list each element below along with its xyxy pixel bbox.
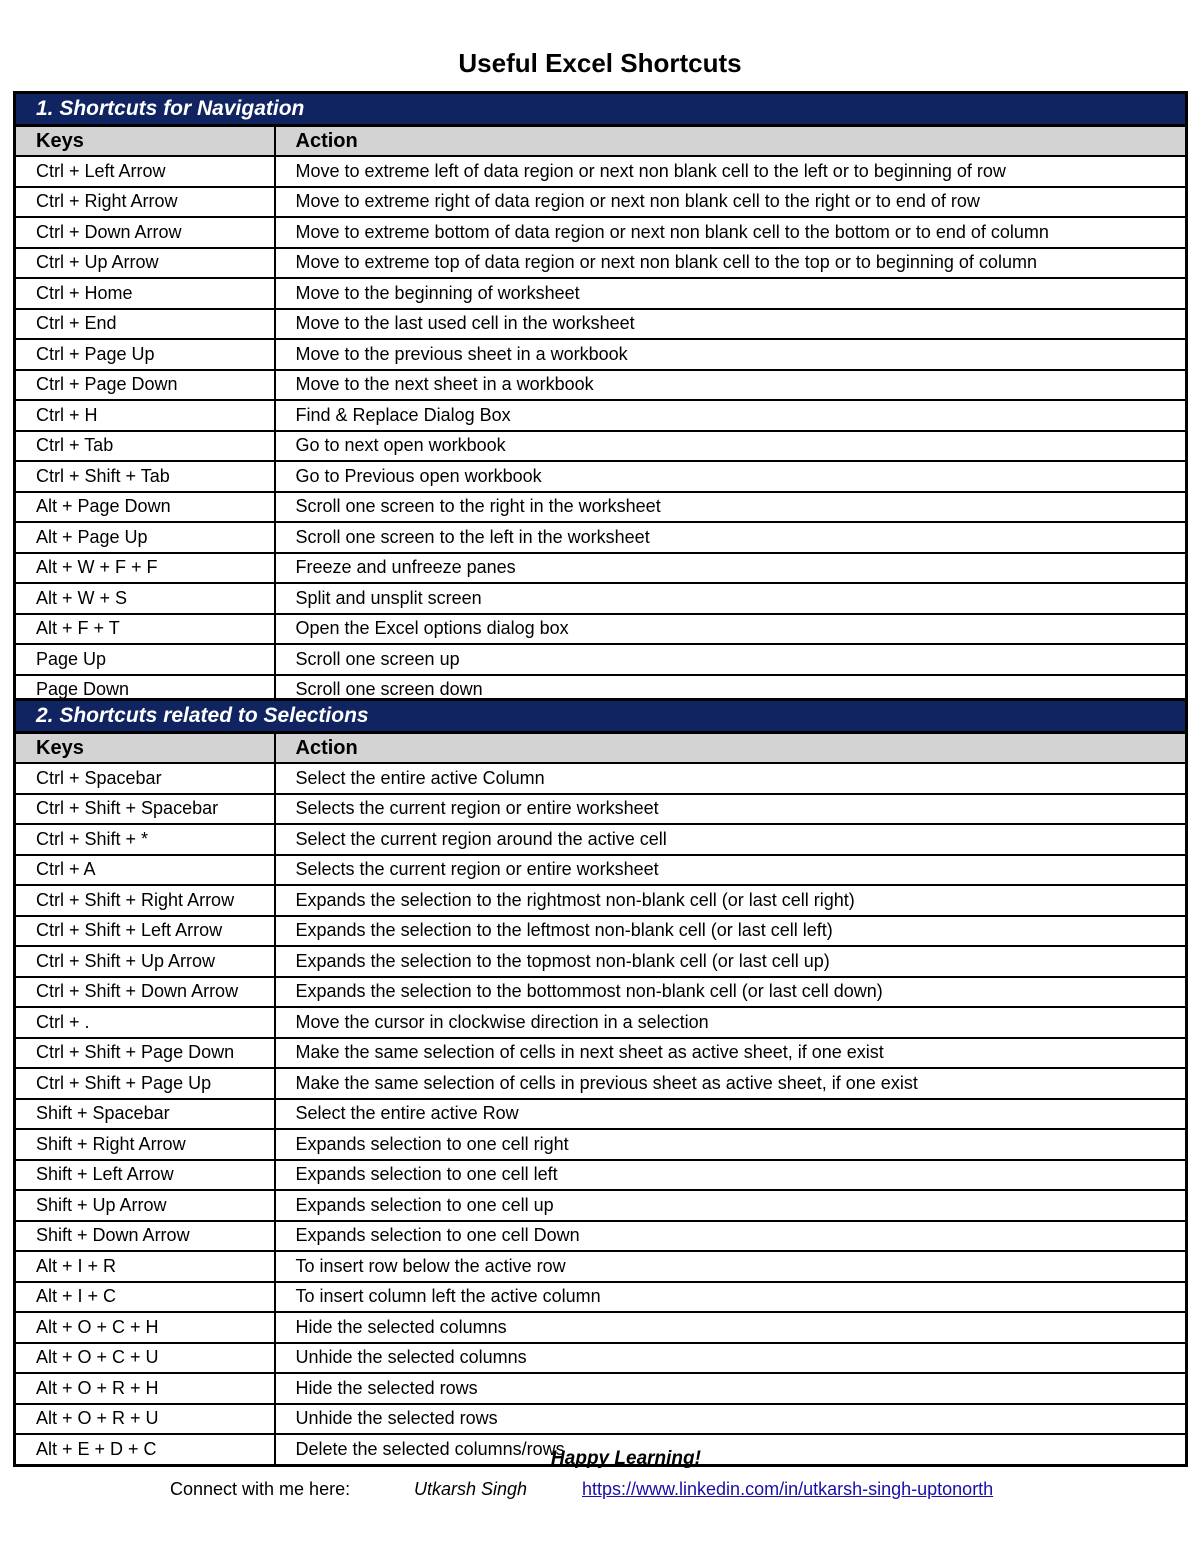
shortcut-keys-cell: Ctrl + Shift + Right Arrow (15, 885, 275, 916)
table-row (15, 187, 1187, 218)
shortcut-action-cell: Move to extreme left of data region or next non blank cell to the left or to beginning of row (275, 156, 1187, 187)
shortcut-action-cell: Hide the selected rows (275, 1373, 1187, 1404)
shortcut-action-cell: Scroll one screen down (275, 675, 1187, 706)
shortcut-keys-cell: Shift + Spacebar (15, 1099, 275, 1130)
shortcut-keys-cell: Alt + I + R (15, 1251, 275, 1282)
action-column-header: Action (275, 733, 1187, 764)
shortcut-keys-cell: Ctrl + Shift + Down Arrow (15, 977, 275, 1008)
section-heading: 2. Shortcuts related to Selections (15, 700, 1187, 733)
table-row (15, 855, 1187, 886)
shortcut-keys-cell: Ctrl + Up Arrow (15, 248, 275, 279)
table-row (15, 614, 1187, 645)
shortcut-action-cell: Select the current region around the active cell (275, 824, 1187, 855)
table-row (15, 370, 1187, 401)
shortcut-keys-cell: Alt + I + C (15, 1282, 275, 1313)
shortcut-action-cell: Delete the selected columns/rows (275, 1434, 1187, 1465)
shortcut-keys-cell: Page Up (15, 644, 275, 675)
shortcut-keys-cell: Ctrl + End (15, 309, 275, 340)
shortcut-keys-cell: Ctrl + Tab (15, 431, 275, 462)
selection-shortcuts-table (13, 698, 1188, 1467)
shortcut-action-cell: Scroll one screen up (275, 644, 1187, 675)
shortcut-action-cell: Expands selection to one cell right (275, 1129, 1187, 1160)
shortcut-keys-cell: Ctrl + Shift + Left Arrow (15, 916, 275, 947)
table-row (15, 1007, 1187, 1038)
navigation-shortcuts-table (13, 91, 1188, 707)
table-row (15, 1099, 1187, 1130)
page-title: Useful Excel Shortcuts (458, 48, 742, 78)
shortcut-action-cell: Open the Excel options dialog box (275, 614, 1187, 645)
shortcut-keys-cell: Alt + E + D + C (15, 1434, 275, 1465)
shortcut-keys-cell: Ctrl + Shift + Spacebar (15, 794, 275, 825)
shortcut-action-cell: Select the entire active Column (275, 763, 1187, 794)
shortcut-action-cell: Find & Replace Dialog Box (275, 400, 1187, 431)
shortcut-action-cell: Move to extreme top of data region or next non blank cell to the top or to beginning of column (275, 248, 1187, 279)
shortcut-action-cell: Selects the current region or entire worksheet (275, 855, 1187, 886)
shortcut-action-cell: Go to Previous open workbook (275, 461, 1187, 492)
shortcut-keys-cell: Ctrl + Shift + Page Up (15, 1068, 275, 1099)
shortcut-action-cell: Unhide the selected rows (275, 1404, 1187, 1435)
shortcut-action-cell: Expands selection to one cell Down (275, 1221, 1187, 1252)
table-header-row (15, 733, 1187, 764)
shortcut-action-cell: To insert row below the active row (275, 1251, 1187, 1282)
shortcut-action-cell: Expands the selection to the rightmost non-blank cell (or last cell right) (275, 885, 1187, 916)
table-row (15, 916, 1187, 947)
shortcut-keys-cell: Ctrl + Shift + Page Down (15, 1038, 275, 1069)
shortcut-action-cell: Go to next open workbook (275, 431, 1187, 462)
shortcut-keys-cell: Alt + W + F + F (15, 553, 275, 584)
shortcut-keys-cell: Page Down (15, 675, 275, 706)
shortcut-action-cell: Move to the previous sheet in a workbook (275, 339, 1187, 370)
shortcut-keys-cell: Ctrl + Shift + * (15, 824, 275, 855)
shortcut-keys-cell: Ctrl + . (15, 1007, 275, 1038)
shortcut-action-cell: Expands the selection to the leftmost non-blank cell (or last cell left) (275, 916, 1187, 947)
table-row (15, 1343, 1187, 1374)
section-heading-row (15, 93, 1187, 126)
table-row (15, 1221, 1187, 1252)
author-name: Utkarsh Singh (414, 1479, 528, 1499)
table-row (15, 1312, 1187, 1343)
table-row (15, 1404, 1187, 1435)
table-row (15, 644, 1187, 675)
shortcut-action-cell: Scroll one screen to the left in the worksheet (275, 522, 1187, 553)
shortcut-action-cell: Selects the current region or entire worksheet (275, 794, 1187, 825)
table-row (15, 248, 1187, 279)
shortcut-action-cell: Expands selection to one cell up (275, 1190, 1187, 1221)
table-row (15, 1129, 1187, 1160)
shortcut-keys-cell: Alt + O + C + U (15, 1343, 275, 1374)
shortcut-keys-cell: Shift + Down Arrow (15, 1221, 275, 1252)
shortcut-action-cell: Expands selection to one cell left (275, 1160, 1187, 1191)
shortcut-action-cell: Move to the next sheet in a workbook (275, 370, 1187, 401)
table-row (15, 763, 1187, 794)
shortcut-keys-cell: Alt + F + T (15, 614, 275, 645)
shortcut-keys-cell: Ctrl + A (15, 855, 275, 886)
shortcut-keys-cell: Shift + Left Arrow (15, 1160, 275, 1191)
shortcut-keys-cell: Ctrl + Page Down (15, 370, 275, 401)
table-row (15, 400, 1187, 431)
shortcut-action-cell: Unhide the selected columns (275, 1343, 1187, 1374)
table-row (15, 1160, 1187, 1191)
shortcut-keys-cell: Ctrl + Page Up (15, 339, 275, 370)
table-row (15, 278, 1187, 309)
shortcut-keys-cell: Alt + Page Down (15, 492, 275, 523)
shortcut-action-cell: Select the entire active Row (275, 1099, 1187, 1130)
shortcut-keys-cell: Alt + O + R + H (15, 1373, 275, 1404)
keys-column-header: Keys (15, 126, 275, 157)
table-row (15, 309, 1187, 340)
shortcut-keys-cell: Alt + O + R + U (15, 1404, 275, 1435)
shortcut-action-cell: Make the same selection of cells in next sheet as active sheet, if one exist (275, 1038, 1187, 1069)
shortcut-action-cell: Expands the selection to the bottommost non-blank cell (or last cell down) (275, 977, 1187, 1008)
table-row (15, 885, 1187, 916)
shortcut-keys-cell: Ctrl + Shift + Tab (15, 461, 275, 492)
shortcut-action-cell: Hide the selected columns (275, 1312, 1187, 1343)
table-row (15, 583, 1187, 614)
table-row (15, 824, 1187, 855)
table-header-row (15, 126, 1187, 157)
shortcut-action-cell: Freeze and unfreeze panes (275, 553, 1187, 584)
shortcut-keys-cell: Ctrl + Shift + Up Arrow (15, 946, 275, 977)
table-row (15, 217, 1187, 248)
shortcut-keys-cell: Shift + Right Arrow (15, 1129, 275, 1160)
table-row (15, 461, 1187, 492)
shortcut-action-cell: Move to extreme bottom of data region or next non blank cell to the bottom or to end of column (275, 217, 1187, 248)
table-row (15, 946, 1187, 977)
shortcut-keys-cell: Alt + Page Up (15, 522, 275, 553)
shortcut-keys-cell: Ctrl + Right Arrow (15, 187, 275, 218)
table-row (15, 1251, 1187, 1282)
shortcut-keys-cell: Shift + Up Arrow (15, 1190, 275, 1221)
table-row (15, 1373, 1187, 1404)
section-heading-row (15, 700, 1187, 733)
shortcut-action-cell: Move to the last used cell in the worksheet (275, 309, 1187, 340)
shortcut-keys-cell: Ctrl + H (15, 400, 275, 431)
table-row (15, 794, 1187, 825)
happy-learning-text: Happy Learning! (551, 1448, 701, 1469)
shortcut-keys-cell: Alt + O + C + H (15, 1312, 275, 1343)
table-row (15, 1190, 1187, 1221)
action-column-header: Action (275, 126, 1187, 157)
shortcut-keys-cell: Ctrl + Home (15, 278, 275, 309)
table-row (15, 431, 1187, 462)
table-row (15, 339, 1187, 370)
shortcut-action-cell: Split and unsplit screen (275, 583, 1187, 614)
connect-label: Connect with me here: (170, 1479, 351, 1499)
keys-column-header: Keys (15, 733, 275, 764)
shortcut-action-cell: Make the same selection of cells in previous sheet as active sheet, if one exist (275, 1068, 1187, 1099)
table-row (15, 522, 1187, 553)
table-row (15, 156, 1187, 187)
table-row (15, 553, 1187, 584)
shortcut-keys-cell: Alt + W + S (15, 583, 275, 614)
table-row (15, 492, 1187, 523)
shortcut-keys-cell: Ctrl + Spacebar (15, 763, 275, 794)
shortcut-action-cell: Scroll one screen to the right in the worksheet (275, 492, 1187, 523)
shortcut-action-cell: Move to extreme right of data region or next non blank cell to the right or to end of row (275, 187, 1187, 218)
shortcut-action-cell: Expands the selection to the topmost non-blank cell (or last cell up) (275, 946, 1187, 977)
shortcut-keys-cell: Ctrl + Down Arrow (15, 217, 275, 248)
table-row (15, 1038, 1187, 1069)
section-heading: 1. Shortcuts for Navigation (15, 93, 1187, 126)
shortcut-action-cell: Move to the beginning of worksheet (275, 278, 1187, 309)
linkedin-link[interactable]: https://www.linkedin.com/in/utkarsh-singh-uptonorth (582, 1479, 994, 1499)
shortcut-action-cell: Move the cursor in clockwise direction in a selection (275, 1007, 1187, 1038)
shortcut-action-cell: To insert column left the active column (275, 1282, 1187, 1313)
table-row (15, 977, 1187, 1008)
table-row (15, 1068, 1187, 1099)
shortcut-keys-cell: Ctrl + Left Arrow (15, 156, 275, 187)
table-row (15, 1282, 1187, 1313)
